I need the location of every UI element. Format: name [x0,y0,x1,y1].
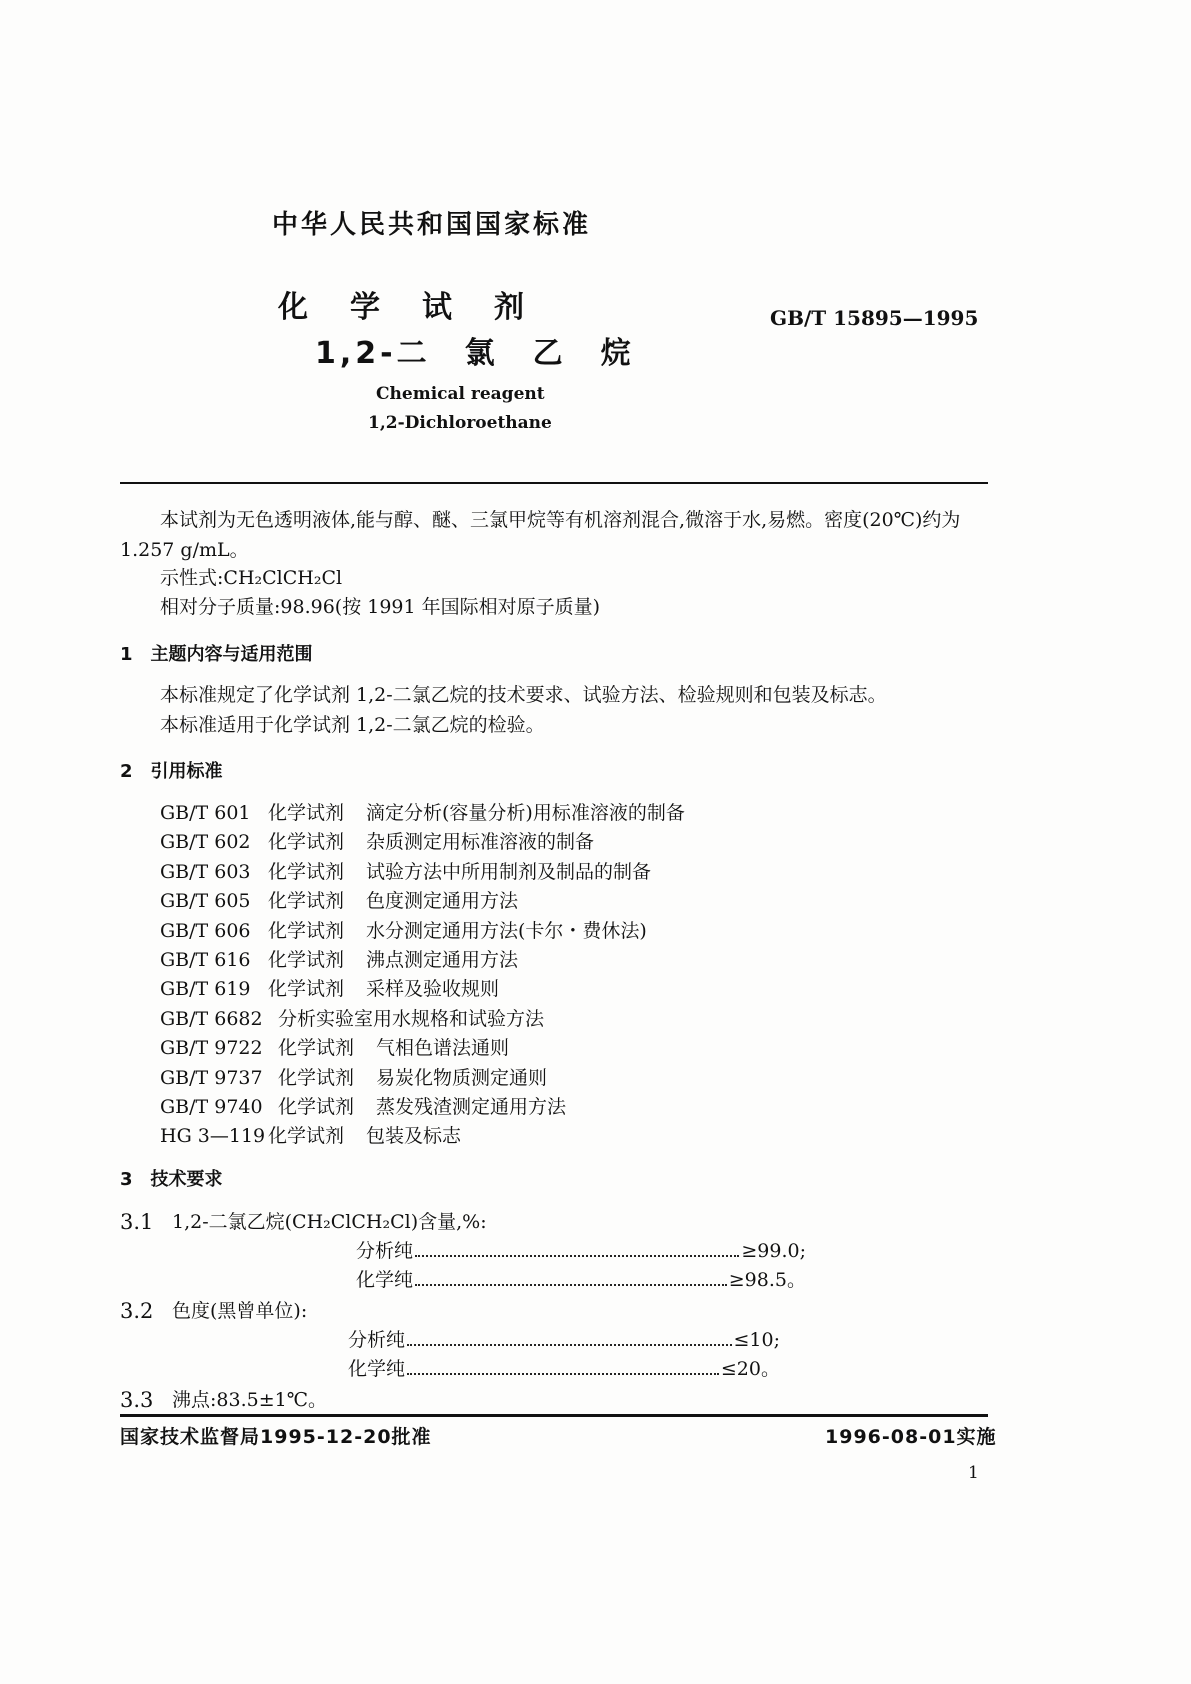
title-en-line2: 1,2-Dichloroethane [368,413,552,433]
title-cn-line1: 化 学 试 剂 [278,290,530,325]
intro-line2: 1.257 g/mL。 [120,539,249,561]
reference-title: 滴定分析(容量分析)用标准溶液的制备 [366,802,685,824]
title-cn-line2: 1,2-二 氯 乙 烷 [315,336,635,371]
formula-line [160,566,342,590]
standard-number: GB/T 15895—1995 [770,306,979,330]
spec-value: ≥99.0; [741,1240,806,1262]
reference-category: 化学试剂 [268,978,345,1001]
grade-label: 化学纯 [356,1269,414,1291]
section-3-heading: 3 技术要求 [120,1169,223,1190]
spec-content-ar [356,1239,806,1263]
approval-text: 国家技术监督局1995-12-20批准 [120,1426,432,1448]
reference-title: 杂质测定用标准溶液的制备 [366,831,595,854]
reference-category: 化学试剂 [268,831,345,854]
reference-category: 化学试剂 [268,802,345,824]
section-3-3-number: 3.3 [120,1388,154,1412]
reference-title: 色度测定通用方法 [366,890,519,913]
spec-color-cp [348,1357,780,1381]
section-3-1-number: 3.1 [120,1210,154,1234]
reference-code: GB/T 616 [160,949,251,971]
reference-code: GB/T 603 [160,860,251,883]
reference-code: GB/T 9737 [160,1066,263,1089]
spec-content-cp [356,1268,806,1292]
reference-title: 试验方法中所用制剂及制品的制备 [366,860,652,883]
effective-date: 1996-08-01实施 [825,1426,997,1448]
reference-title: 蒸发残渣测定通用方法 [376,1096,567,1118]
reference-code: GB/T 9740 [160,1096,263,1118]
molecular-mass: 相对分子质量:98.96(按 1991 年国际相对原子质量) [160,596,601,618]
section-3-3-text: 沸点:83.5±1℃。 [172,1389,327,1411]
reference-code: GB/T 601 [160,802,251,824]
intro-line1: 本试剂为无色透明液体,能与醇、醚、三氯甲烷等有机溶剂混合,微溶于水,易燃。密度(20℃)约为 [160,509,961,531]
grade-label: 化学纯 [348,1358,406,1380]
top-rule [120,482,988,484]
reference-code: GB/T 605 [160,890,251,913]
section-3-2-text: 色度(黑曾单位): [172,1300,308,1322]
reference-category: 分析实验室用水规格和试验方法 [278,1007,545,1030]
formula-label: 示性式: [160,567,224,589]
reference-title: 包装及标志 [366,1125,462,1148]
reference-title: 水分测定通用方法(卡尔・费休法) [366,919,647,942]
bottom-rule [120,1414,988,1417]
section-3-1-text: 1,2-二氯乙烷(CH₂ClCH₂Cl)含量,%: [172,1211,487,1233]
reference-code: GB/T 602 [160,831,251,854]
reference-category: 化学试剂 [278,1066,355,1089]
national-standard-heading: 中华人民共和国国家标准 [272,210,592,240]
leader-dots [415,1255,739,1257]
reference-code: GB/T 9722 [160,1037,263,1060]
reference-title: 气相色谱法通则 [376,1037,510,1060]
leader-dots [415,1284,727,1286]
grade-label: 分析纯 [348,1329,406,1351]
spec-value: ≥98.5。 [728,1269,806,1291]
title-en-line1: Chemical reagent [376,384,545,404]
leader-dots [407,1373,719,1375]
spec-color-ar [348,1328,780,1352]
reference-category: 化学试剂 [278,1037,355,1060]
section-1-p1: 本标准规定了化学试剂 1,2-二氯乙烷的技术要求、试验方法、检验规则和包装及标志。 [160,684,887,706]
spec-value: ≤10; [733,1329,780,1351]
grade-label: 分析纯 [356,1240,414,1262]
reference-code: GB/T 6682 [160,1007,263,1030]
reference-code: HG 3—119 [160,1125,266,1148]
reference-code: GB/T 606 [160,919,251,942]
reference-title: 沸点测定通用方法 [366,949,519,971]
reference-category: 化学试剂 [278,1096,355,1118]
section-3-2-number: 3.2 [120,1299,154,1323]
leader-dots [407,1344,731,1346]
spec-value: ≤20。 [720,1358,780,1380]
page-number: 1 [968,1463,979,1483]
reference-category: 化学试剂 [268,890,345,913]
formula: CH₂ClCH₂Cl [223,567,343,589]
reference-title: 易炭化物质测定通则 [376,1066,548,1089]
section-2-heading: 2 引用标准 [120,761,223,782]
section-1-p2: 本标准适用于化学试剂 1,2-二氯乙烷的检验。 [160,714,545,736]
reference-category: 化学试剂 [268,949,345,971]
reference-category: 化学试剂 [268,919,345,942]
section-1-heading: 1 主题内容与适用范围 [120,644,313,665]
reference-category: 化学试剂 [268,1125,345,1148]
reference-title: 采样及验收规则 [366,978,500,1001]
reference-code: GB/T 619 [160,978,251,1001]
reference-category: 化学试剂 [268,860,345,883]
